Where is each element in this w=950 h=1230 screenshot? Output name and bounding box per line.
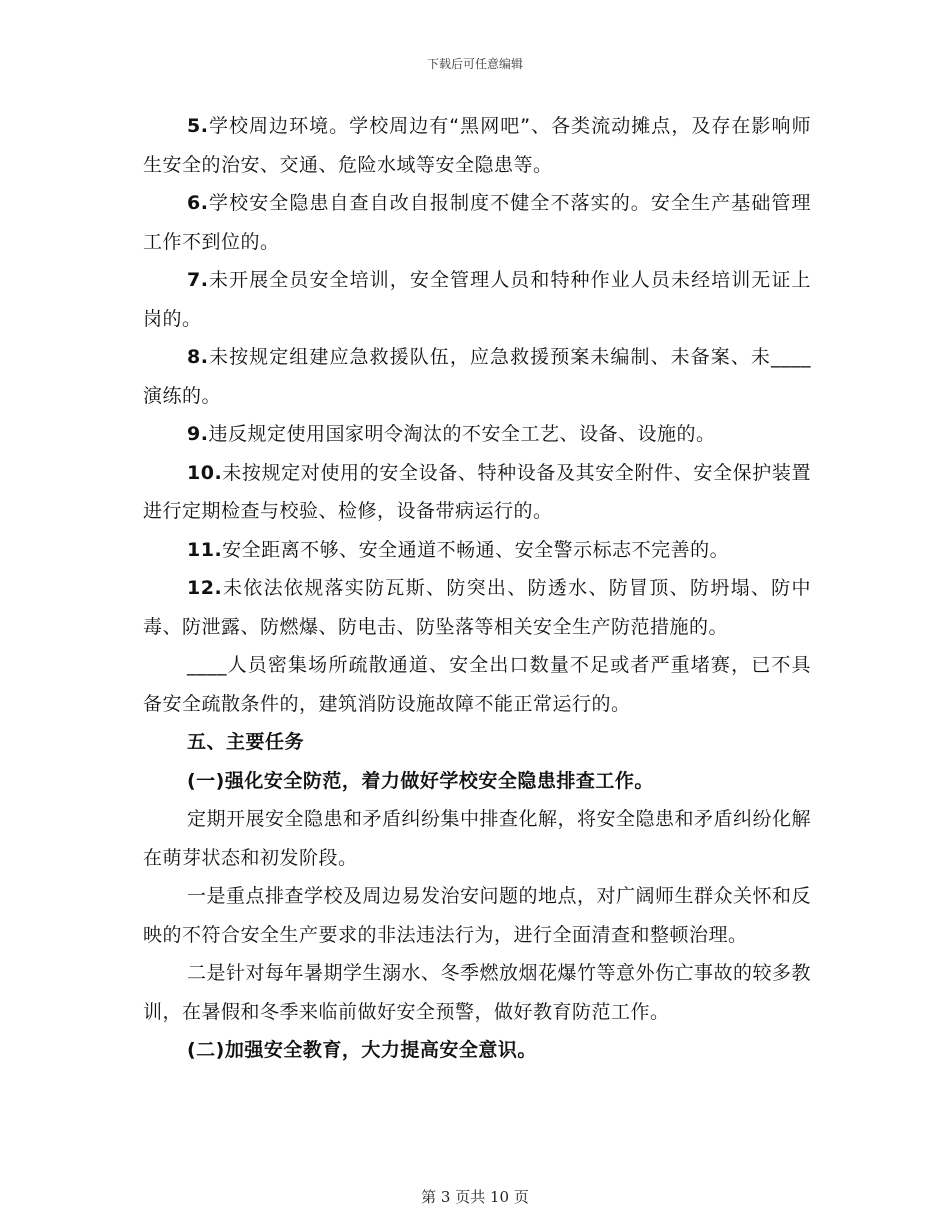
item-number: 11. (187, 538, 223, 561)
item-text: 安全距离不够、安全通道不畅通、安全警示标志不完善的。 (222, 538, 730, 561)
document-body (143, 107, 811, 1070)
list-item-8 (143, 338, 811, 415)
item-text: 学校周边环境。学校周边有“黑网吧”、各类流动摊点，及存在影响师生安全的治安、交通、危险水域等安全隐患等。 (143, 115, 811, 176)
item-text: 学校安全隐患自查自改自报制度不健全不落实的。安全生产基础管理工作不到位的。 (143, 192, 811, 253)
list-item-6 (143, 184, 811, 261)
list-item-10 (143, 454, 811, 531)
page-footer: 第 3 页共 10 页 (421, 1188, 529, 1206)
list-item-11 (143, 531, 811, 570)
item-number: 10. (187, 461, 223, 484)
item-number: 7. (187, 269, 209, 291)
item-number: 8. (187, 346, 209, 368)
body-paragraph: 定期开展安全隐患和矛盾纠纷集中排查化解，将安全隐患和矛盾纠纷化解在萌芽状态和初发阶段。 (143, 808, 812, 869)
item-number: 12. (187, 577, 223, 599)
body-paragraph: 二是针对每年暑期学生溺水、冬季燃放烟花爆竹等意外伤亡事故的较多教训，在暑假和冬季来临前做好安全预警，做好教育防范工作。 (143, 962, 812, 1023)
item-number: 5. (187, 115, 209, 137)
item-text: 未依法依规落实防瓦斯、防突出、防透水、防冒顶、防坍塌、防中毒、防泄露、防燃爆、防电击、防坠落等相关安全生产防范措施的。 (143, 577, 811, 638)
item-text: 未按规定对使用的安全设备、特种设备及其安全附件、安全保护装置进行定期检查与校验、检修，设备带病运行的。 (143, 461, 811, 522)
list-item-7 (143, 261, 811, 338)
subsection-title-2: (二)加强安全教育，大力提高安全意识。 (187, 1039, 537, 1061)
section-title: 五、主要任务 (187, 731, 305, 753)
list-item-5 (143, 107, 811, 184)
list-item-9 (143, 415, 811, 454)
subsection-title-1: (一)强化安全防范，着力做好学校安全隐患排查工作。 (187, 769, 654, 792)
item-text: 未开展全员安全培训，安全管理人员和特种作业人员未经培训无证上岗的。 (143, 269, 811, 330)
list-item-12 (143, 569, 811, 646)
item-number: 9. (187, 423, 209, 445)
body-paragraph: 一是重点排查学校及周边易发治安问题的地点，对广阔师生群众关怀和反映的不符合安全生产要求的非法违法行为，进行全面清查和整顿治理。 (143, 885, 812, 946)
item-text: 违反规定使用国家明令淘汰的不安全工艺、设备、设施的。 (208, 423, 716, 445)
list-item-13 (143, 646, 811, 723)
item-number: 6. (187, 192, 209, 214)
page-header: 下载后可任意编辑 (426, 57, 523, 71)
item-text: 未按规定组建应急救援队伍，应急救援预案未编制、未备案、未____演练的。 (143, 346, 811, 407)
item-text: ____人员密集场所疏散通道、安全出口数量不足或者严重堵赛，已不具备安全疏散条件的，建筑消防设施故障不能正常运行的。 (143, 654, 811, 715)
